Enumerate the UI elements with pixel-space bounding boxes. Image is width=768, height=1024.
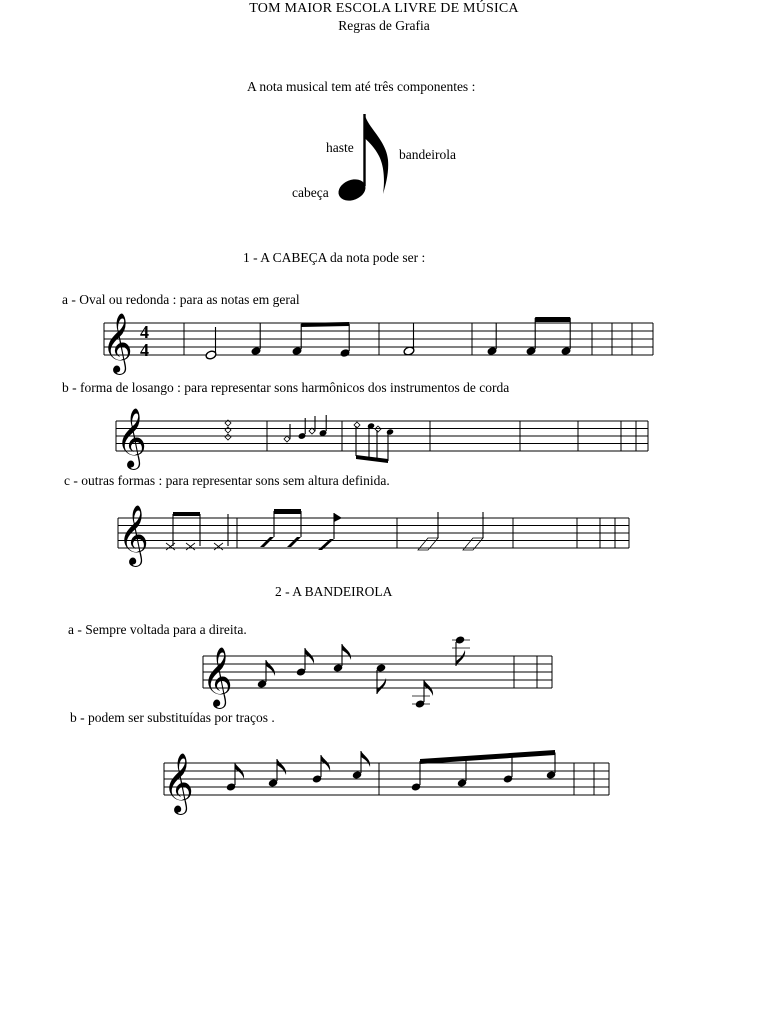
label-flag: bandeirola [399,147,456,162]
staff-flags-right [0,630,768,720]
section1-c-text: c - outras formas : para representar sons sem altura definida. [64,473,390,488]
staff-other-heads [0,500,768,565]
staff-diamond-heads [0,405,768,468]
treble-clef-icon: 𝄞 [118,505,149,565]
school-title: TOM MAIOR ESCOLA LIVRE DE MÚSICA [249,1,519,16]
section2-b-text: b - podem ser substituídas por traços . [70,710,275,725]
section2-a-text: a - Sempre voltada para a direita. [68,622,247,637]
label-head: cabeça [292,185,329,200]
treble-clef-icon: 𝄞 [116,408,147,468]
staff-beams [0,740,768,813]
intro-text: A nota musical tem até três componentes : [247,79,476,94]
staff-oval-heads [0,310,768,380]
eighth-note-icon [0,110,768,210]
section1-heading: 1 - A CABEÇA da nota pode ser : [243,250,426,265]
section2-heading: 2 - A BANDEIROLA [275,584,393,599]
label-stem: haste [326,140,354,155]
section1-b-text: b - forma de losango : para representar sons harmônicos dos instrumentos de corda [62,380,510,395]
section1-a-text: a - Oval ou redonda : para as notas em geral [62,292,300,307]
treble-clef-icon: 𝄞 [163,753,194,813]
treble-clef-icon: 𝄞 [102,313,133,373]
time-signature-top: 4 [140,322,149,342]
treble-clef-icon: 𝄞 [202,647,233,707]
time-signature-bottom: 4 [140,340,149,360]
page-subtitle: Regras de Grafia [338,18,430,33]
